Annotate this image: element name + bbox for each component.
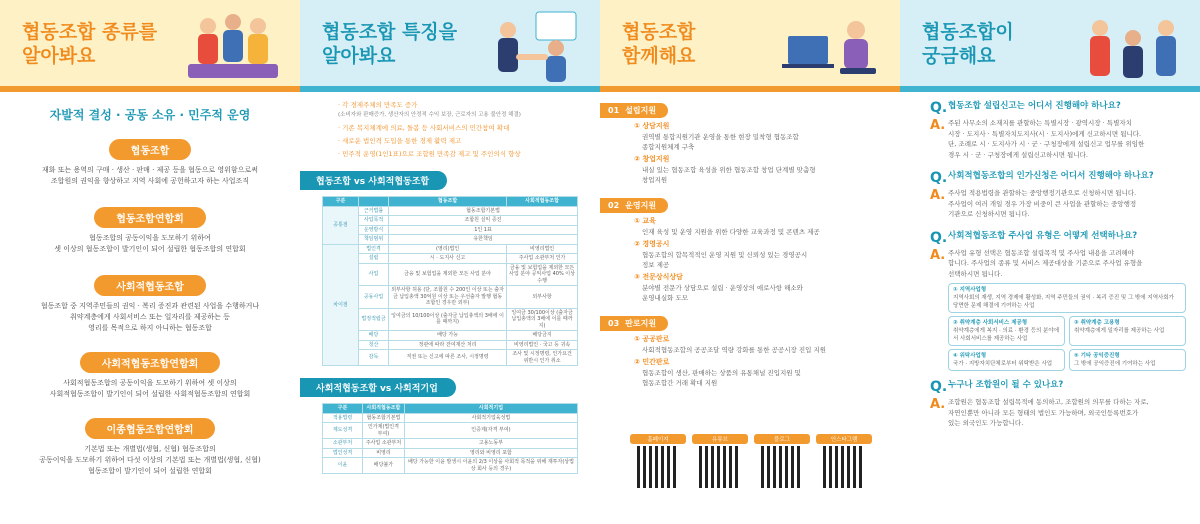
answer-marker: A. (930, 188, 946, 203)
item-desc: 내실 있는 협동조합 육성을 위한 협동조합 창업 단계별 맞춤형 (642, 166, 816, 174)
table-header-cell: 사회적협동조합 (507, 197, 578, 207)
table-cell: 설립 (359, 254, 389, 264)
table-cell: 조합원 실익 증진 (389, 216, 578, 226)
panel-faq (900, 0, 1200, 524)
section-desc: 조합원의 권익을 향상하고 지역 사회에 공헌하고자 하는 사업조직 (50, 177, 250, 185)
table-row (323, 244, 578, 254)
table-cell: 책임범위 (359, 235, 389, 245)
panel-header (900, 0, 1200, 86)
faq-answer: 경우 시 · 군 · 구청장에게 설립신고하시면 됩니다. (948, 150, 1088, 159)
section-desc: 사회적협동조합의 공동이익을 도모하기 위하여 셋 이상의 (63, 379, 237, 387)
answer-marker: A. (930, 247, 946, 263)
table-row (323, 235, 578, 245)
table-cell: 법인격 (359, 244, 389, 254)
faq-answer: 자연인뿐만 아니라 모든 형태의 법인도 가능하며, 외국인등록번호가 (948, 408, 1139, 417)
qr-youtube[interactable] (692, 434, 748, 488)
table-cell: 배당 가능 (389, 331, 507, 341)
table-row (323, 331, 578, 341)
social-coop-vs-social-enterprise-table (322, 403, 578, 474)
section-desc: 사회적협동조합이 발기인이 되어 설립한 사회적협동조합의 연합회 (49, 390, 251, 398)
item-desc: 협동조합의 합목적적인 운영 지원 및 신뢰성 있는 경영공시 (642, 251, 808, 259)
faq-answer: 시장 · 도지사 · 특별자치도지사(시 · 도지사)에게 신고하시면 됩니다. (948, 129, 1142, 138)
table-row (323, 458, 578, 474)
section-social-coop-federation (0, 352, 300, 400)
table-cell: 금융 및 보험업을 제외한 모든 사업 분야 (389, 263, 507, 286)
table-cell: 공동사업 (359, 286, 389, 309)
table-cell: 인가제(법인격 부여) (363, 423, 405, 439)
table-cell: 적용법령 (323, 413, 363, 423)
qr-code-icon (761, 446, 803, 488)
table-cell: 배당 가능한 이윤 발생시 이윤의 2/3 이상을 사회적 목적을 위해 재투자(상법상 회사 등의 경우) (404, 458, 577, 474)
faq-answer: 선택하시면 됩니다. (948, 269, 1003, 278)
faq-answer: 기관으로 신청하시면 됩니다. (948, 210, 1030, 218)
feature-bullet-note: (소비자와 판매증가, 생산자의 안정적 수익 보장, 근로자의 고용 불안정 해결) (338, 112, 521, 118)
faq-item (930, 170, 1186, 220)
table-cell: 사업 (359, 263, 389, 286)
row-group-common: 공통점 (323, 206, 359, 244)
headline: 자발적 결성 · 공동 소유 · 민주적 운영 (49, 108, 251, 122)
table-cell: 사업목적 (359, 216, 389, 226)
item-desc: 인재 육성 및 운영 지원을 위한 다양한 교육과정 및 콘텐츠 제공 (642, 228, 820, 236)
table-cell: 잉여금 30/100이상 (출자금 납입총액의 3배에 이를 때까지) (507, 308, 578, 331)
faq-answer: 주사업 적용법령을 관할하는 중앙행정기관으로 신청하시면 됩니다. (948, 189, 1137, 197)
support-group-operation (600, 193, 900, 303)
table-cell: 감독 (359, 350, 389, 366)
question-marker: Q. (930, 379, 948, 395)
support-group-setup (600, 98, 900, 185)
qr-instagram[interactable] (816, 434, 872, 488)
table-cell: 인증제(자격 부여) (404, 423, 577, 439)
item-title: ② 경영공시 (634, 240, 670, 248)
table-cell: 운영방식 (359, 225, 389, 235)
table-cell: 정관에 따라 잔여재산 처리 (389, 340, 507, 350)
item-desc: 분야별 전문가 상담으로 설립 · 운영상의 애로사항 해소와 (642, 284, 803, 292)
table-cell: 주사업 소관부처 (363, 439, 405, 449)
item-title: ① 공공판로 (634, 335, 670, 343)
table-cell: 배당불가 (363, 458, 405, 474)
group-header: 01 설립지원 (600, 103, 668, 118)
item-desc: 창업지원 (642, 176, 668, 184)
table2-title: 사회적협동조합 vs 사회적기업 (300, 378, 456, 397)
item-desc: 운영내실화 도모 (642, 294, 689, 302)
thinking-people-illustration (1078, 8, 1188, 84)
qr-label: 유튜브 (692, 434, 748, 444)
table-row (323, 308, 578, 331)
table-header-spacer (359, 197, 389, 207)
panel-cooperative-features (300, 0, 600, 524)
table-cell: 영리와 비영리 포함 (404, 448, 577, 458)
faq-item (930, 379, 1186, 429)
table-cell: 근거법률 (359, 206, 389, 216)
table-header-cell: 협동조합 (389, 197, 507, 207)
table-cell: 사회적기업육성법 (404, 413, 577, 423)
panel-title: 협동조합 특징을 알아봐요 (322, 21, 458, 67)
faq-answer: 주사업이 여러 개일 경우 가장 비중이 큰 사업을 관할하는 중앙행정 (948, 199, 1137, 208)
section-desc: 협동조합 중 지역주민들의 권익 · 복리 증진과 관련된 사업을 수행하거나 (40, 302, 260, 310)
item-title: ③ 전문상식상담 (634, 273, 683, 281)
qr-label: 홈페이지 (630, 434, 686, 444)
section-coop-federation (0, 207, 300, 255)
table-cell: 비영리법인 (507, 244, 578, 254)
table-cell: 법정적립금 (359, 308, 389, 331)
table-row (323, 254, 578, 264)
panel-header (600, 0, 900, 86)
business-type-box: ③ 취약계층 고용형 취약계층에게 일자리를 제공하는 사업 (1069, 316, 1186, 346)
item-title: ① 상담지원 (634, 122, 670, 130)
table-row (323, 423, 578, 439)
section-desc: 공동이익을 도모하기 위하여 다섯 이상의 기본법 또는 개별법(생협, 신협) (39, 456, 261, 464)
table-row (323, 286, 578, 309)
question-marker: Q. (930, 170, 948, 186)
table-cell: 이윤 (323, 458, 363, 474)
table-header-cell: 사회적협동조합 (363, 404, 405, 414)
panel-title: 협동조합 종류를 알아봐요 (22, 21, 158, 67)
item-title: ② 민간판로 (634, 358, 670, 366)
answer-marker: A. (930, 118, 946, 133)
table-cell: 고용노동부 (404, 439, 577, 449)
table-cell: 청산 (359, 340, 389, 350)
item-desc: 협동조합이 생산, 판매하는 상품의 유통채널 진입지원 및 (642, 369, 801, 377)
table-cell: 잉여금의 10/100이상 (출자금 납입총액의 3배에 이를 때까지) (389, 308, 507, 331)
faq-answer: 주된 사무소의 소재지를 관할하는 특별시장 · 광역시장 · 특별자치 (948, 119, 1132, 127)
table-cell: 비영리법인 · 국고 등 귀속 (507, 340, 578, 350)
answer-marker: A. (930, 397, 946, 412)
faq-item (930, 100, 1186, 160)
section-coop (0, 139, 300, 187)
table-cell: 유한책임 (389, 235, 578, 245)
panel-header (300, 0, 600, 86)
qr-label: 인스타그램 (816, 434, 872, 444)
panel-header (0, 0, 300, 86)
section-label: 사회적협동조합연합회 (80, 352, 221, 373)
faq-question: 사회적협동조합 주사업 유형은 어떻게 선택하나요? (948, 230, 1138, 241)
section-desc: 취약계층에게 사회서비스 또는 일자리를 제공하는 등 (70, 313, 230, 321)
business-type-box: ① 지역사업형 지역사회의 재생, 지역 경제에 활성화, 지역 주민들의 권익 · 복리 증진 및 그 밖에 지역사회가 당면한 문제 해결에 기여하는 사업 (948, 283, 1186, 313)
faq-question: 사회적협동조합의 인가신청은 어디서 진행해야 하나요? (948, 171, 1154, 181)
table-cell: 배당금지 (507, 331, 578, 341)
faq-answer: 단, 조례로 시 · 도지사가 시 · 군 · 구청장에게 설립신고 업무를 위임한 (948, 140, 1145, 148)
section-label: 이종협동조합연합회 (85, 418, 216, 439)
qr-blog[interactable] (754, 434, 810, 488)
business-type-box: ⑤ 기타 공익증진형 그 밖에 공익증진에 기여하는 사업 (1069, 349, 1186, 371)
faq-question: 협동조합 설립신고는 어디서 진행해야 하나요? (948, 101, 1121, 111)
table-row (323, 216, 578, 226)
feature-bullet: · 각 경제주체의 만족도 증가 (338, 101, 418, 109)
item-desc: 종합지원체계 구축 (642, 143, 695, 151)
laptop-person-illustration (778, 8, 888, 84)
faq-answer: 있는 외국인도 가능합니다. (948, 419, 1024, 427)
table-row (323, 448, 578, 458)
item-title: ② 창업지원 (634, 155, 670, 163)
panel-title: 협동조합이 궁금해요 (922, 21, 1014, 67)
item-title: ① 교육 (634, 217, 656, 225)
faq-answer: 합니다. 주사업의 종류 및 서비스 제공대상을 기준으로 주사업 유형을 (948, 259, 1143, 267)
group-header: 03 판로지원 (600, 316, 668, 331)
section-label: 사회적협동조합 (94, 275, 206, 296)
section-desc: 협동조합의 공동이익을 도모하기 위하여 (89, 234, 211, 242)
table-cell: 협동조합기본법 (389, 206, 578, 216)
section-social-coop (0, 275, 300, 334)
qr-code-icon (699, 446, 741, 488)
section-desc: 기본법 또는 개별법(생협, 신협) 협동조합의 (84, 445, 216, 453)
table-cell: (영리)법인 (389, 244, 507, 254)
panel-title: 협동조합 함께해요 (622, 21, 696, 67)
item-desc: 협동조합간 거래 확대 지원 (642, 379, 718, 387)
feature-bullet: · 민주적 운영(1인1표)으로 조합원 만족감 제고 및 주인의식 향상 (338, 150, 521, 158)
table-cell: 조사 및 시정명령, 인가요건 위반시 인가 취소 (507, 350, 578, 366)
people-illustration (178, 8, 288, 84)
panel-support-programs (600, 0, 900, 524)
item-desc: 정보 제공 (642, 261, 670, 269)
table-cell: 비영리 (363, 448, 405, 458)
section-label: 협동조합연합회 (94, 207, 206, 228)
group-header: 02 운영지원 (600, 198, 668, 213)
feature-bullet: · 기존 복지체계에 의료, 돌봄 등 사회서비스의 민간참여 확대 (338, 124, 510, 132)
panel-cooperative-types (0, 0, 300, 524)
coop-vs-social-coop-table (322, 196, 578, 366)
item-desc: 권역별 통합지원기관 운영을 통한 현장 밀착형 협동조합 (642, 133, 799, 141)
business-type-box: ④ 위탁사업형 국가 · 지방자치단체로부터 위탁받은 사업 (948, 349, 1065, 371)
table-cell: 직권 또는 신고에 따른 조사, 시정명령 (389, 350, 507, 366)
table-header-cell: 구분 (323, 197, 359, 207)
qr-code-row (630, 434, 872, 488)
item-desc: 사회적협동조합의 공공조달 역량 강화를 통한 공공시장 진입 지원 (642, 346, 826, 354)
table-row (323, 263, 578, 286)
table-cell: 외부사항 허용 (단, 조합원 수 200인 이상 또는 출자금 납입총액 30억원 이상 또는 우선출자 발행 협동조합인 경우만 외부) (389, 286, 507, 309)
qr-code-icon (823, 446, 865, 488)
table-row (323, 413, 578, 423)
faq-answer: 주사업 유형 선택은 협동조합 설립목적 및 주사업 내용을 고려해야 (948, 248, 1135, 257)
section-desc: 셋 이상의 협동조합이 발기인이 되어 설립한 협동조합의 연합회 (54, 245, 246, 253)
table-row (323, 439, 578, 449)
table-row (323, 206, 578, 216)
row-group-diff: 차이점 (323, 244, 359, 366)
question-marker: Q. (930, 229, 948, 246)
faq-item (930, 230, 1186, 372)
section-desc: 협동조합이 발기인이 되어 설립한 연합회 (88, 467, 212, 475)
table-cell: 배당 (359, 331, 389, 341)
section-desc: 재화 또는 용역의 구매 · 생산 · 판매 · 제공 등을 협동으로 영위함으로써 (42, 166, 258, 174)
business-type-box: ② 취약계층 사회서비스 제공형 취약계층에게 복지 · 의료 · 환경 등의 분야에서 사회서비스를 제공하는 사업 (948, 316, 1065, 346)
table-cell: 주사업 소관부처 인가 (507, 254, 578, 264)
table-cell: 법인성격 (323, 448, 363, 458)
feature-bullet: · 새로운 법인격 도입을 통한 경제 활력 제고 (338, 137, 462, 145)
feature-bullets (300, 92, 600, 159)
section-desc: 영리를 목적으로 하지 아니하는 협동조합 (88, 324, 212, 332)
table-cell: 소관부처 (323, 439, 363, 449)
table1-title: 협동조합 vs 사회적협동조합 (300, 171, 447, 190)
qr-label: 블로그 (754, 434, 810, 444)
section-hetero-federation (0, 418, 300, 477)
table-row (323, 350, 578, 366)
table-cell: 협동조합기본법 (363, 413, 405, 423)
table-cell: 제도성격 (323, 423, 363, 439)
table-header-cell: 구분 (323, 404, 363, 414)
table-cell: 1인 1표 (389, 225, 578, 235)
faq-answer: 조합원은 협동조합 설립목적에 동의하고, 조합원의 의무를 다하는 자로, (948, 398, 1149, 406)
qr-code-icon (637, 446, 679, 488)
faq-question: 누구나 조합원이 될 수 있나요? (948, 380, 1064, 390)
table-header-cell: 사회적기업 (404, 404, 577, 414)
table-cell: 금융 및 보험업을 제외한 모든 사업 분야 공익사업 40% 이상 수행 (507, 263, 578, 286)
business-type-list (948, 283, 1186, 371)
table-row (323, 340, 578, 350)
question-marker: Q. (930, 100, 948, 116)
table-cell: 외부사항 (507, 286, 578, 309)
table-cell: 시 · 도지사 신고 (389, 254, 507, 264)
table-row (323, 225, 578, 235)
qr-homepage[interactable] (630, 434, 686, 488)
handshake-illustration (478, 8, 588, 84)
section-label: 협동조합 (109, 139, 192, 160)
support-group-market (600, 311, 900, 388)
